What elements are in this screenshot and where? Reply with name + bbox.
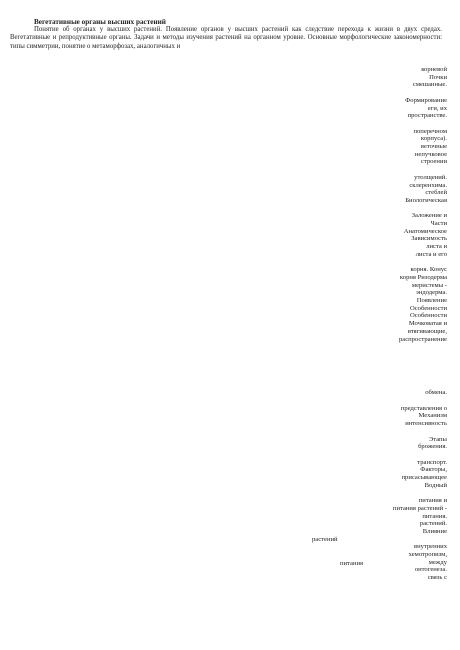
line-gap [327, 374, 447, 382]
text-line: стеблей [425, 189, 447, 197]
side-fragment-pitaniya: питания [340, 560, 364, 567]
text-line: Почки [429, 73, 447, 81]
line-gap [327, 351, 447, 359]
text-line: пространстве. [407, 112, 447, 120]
line-gap [327, 536, 447, 544]
text-line: внутренних [413, 543, 447, 551]
text-line: между [428, 558, 447, 566]
text-line: веточные [420, 143, 447, 150]
text-line: Появление [416, 297, 447, 305]
text-line: Биологическая [405, 196, 447, 204]
line-gap [327, 120, 447, 128]
text-line: Части [430, 220, 447, 227]
text-line: брожения. [418, 443, 447, 451]
text-line: поперечном [413, 127, 447, 135]
text-line: листа и его [415, 250, 447, 258]
text-line: эндодерма. [415, 289, 447, 297]
text-line: Анатомическое [403, 227, 447, 235]
line-gap [327, 343, 447, 351]
text-line: Зависимость [411, 235, 447, 243]
text-line: Особенности [409, 312, 447, 320]
text-line: транспорт. [417, 458, 447, 466]
text-line: еги, их [427, 104, 447, 112]
text-line: листа и [426, 243, 447, 251]
line-gap [327, 382, 447, 390]
text-line: растений. [419, 520, 447, 528]
text-line: присасывающее [401, 474, 447, 482]
text-line: Этапы [428, 435, 447, 443]
line-gap [327, 366, 447, 374]
text-line: питания растений - [392, 504, 447, 512]
text-line: обмена. [425, 389, 447, 397]
text-line: непучковое [414, 150, 447, 158]
text-line: смешанные. [412, 81, 447, 89]
text-line: склеренхима. [409, 181, 447, 189]
section-heading: Вегетативные органы высших растений [34, 18, 166, 26]
text-line: корня. Конус [410, 266, 447, 274]
text-line: корня Ризодерма [399, 273, 447, 281]
line-gap [327, 89, 447, 97]
side-fragment-rasteniy: растений [312, 536, 338, 543]
text-line: утолщений. [414, 173, 447, 181]
text-line: Формирование [405, 96, 447, 104]
text-line: хемотропизм, [408, 551, 447, 559]
text-line: Мочковатая и [408, 320, 447, 328]
text-line: строении [420, 158, 447, 166]
text-line: меристемы - [411, 281, 447, 289]
text-line: Водный [424, 481, 447, 489]
text-line: корневой [421, 66, 447, 73]
text-line: Влияние [422, 527, 447, 535]
line-gap [327, 259, 447, 267]
text-line: представления о [400, 404, 447, 412]
line-gap [327, 205, 447, 213]
line-gap [327, 397, 447, 405]
text-line: Заложение и [411, 212, 447, 220]
intro-paragraph: Понятие об органах у высших растений. Появление органов у высших растений как следствие перехода к жизни в двух средах. Вегетативные и репродуктивные органы. Задачи и методы изучения растений на органном уровне. Основные морфологические закономерности: типы симметрии, понятие о метаморфозах, аналогичных и [10, 26, 442, 50]
text-line: распространение [399, 335, 447, 343]
text-line: Факторы, [420, 466, 447, 474]
text-line: Механизм [418, 412, 447, 420]
line-gap [327, 451, 447, 459]
line-gap [327, 166, 447, 174]
line-gap [327, 489, 447, 497]
text-line: интенсивность [405, 420, 447, 428]
text-line: питания. [422, 512, 447, 520]
text-line: связь с [427, 574, 447, 582]
text-line: втягивающие, [407, 327, 447, 335]
right-column-text [327, 66, 447, 582]
text-line: корпуса). [420, 135, 447, 143]
line-gap [327, 428, 447, 436]
text-line: Особенности [409, 304, 447, 312]
line-gap [327, 359, 447, 367]
text-line: питания и [418, 497, 447, 505]
text-line: онтогенеза. [414, 566, 447, 574]
